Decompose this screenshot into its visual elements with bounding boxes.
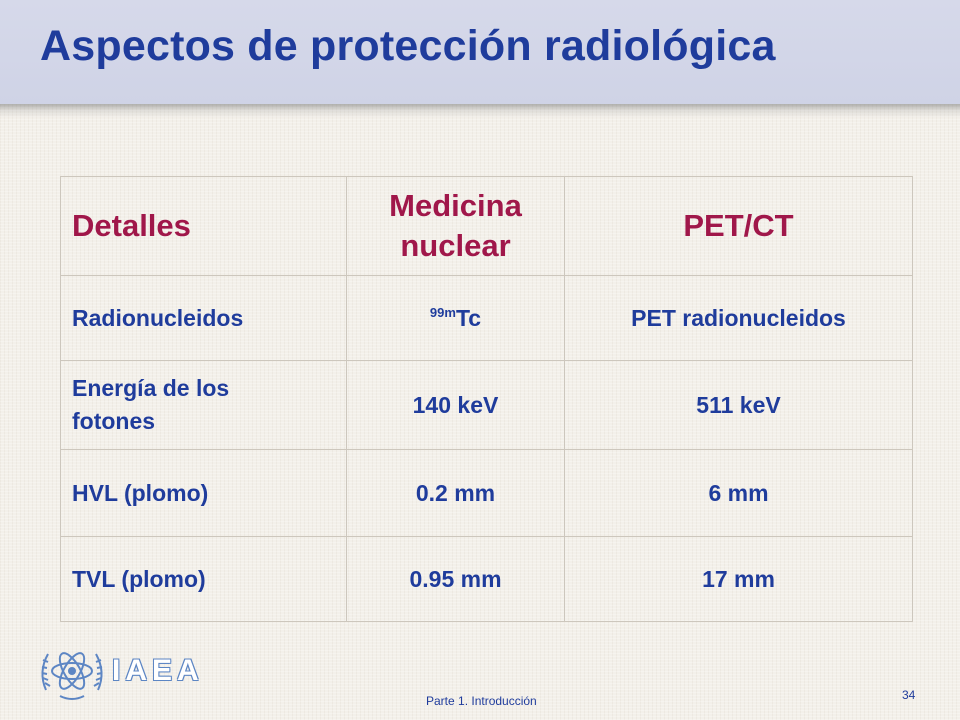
cell-medicina-nuclear [347,276,565,361]
isotope-mass-number: 99m [429,304,456,320]
iaea-emblem-icon [36,640,108,704]
table-row [61,450,913,537]
slide-title: Aspectos de protección radiológica [40,22,776,70]
table-row [61,537,913,622]
comparison-table [60,176,913,622]
cell-pet-ct: 17 mm [565,537,913,622]
cell-pet-ct: PET radionucleidos [565,276,913,361]
table-header-row [61,177,913,276]
footer-section-label: Parte 1. Introducción [426,694,537,708]
cell-pet-ct: 6 mm [565,450,913,537]
header-medicina-line2: nuclear [400,228,511,263]
header-medicina-nuclear [347,177,565,276]
row-label [61,361,347,450]
table-row [61,276,913,361]
row-label-line1: Energía de los [72,375,230,401]
cell-medicina-nuclear: 0.95 mm [347,537,565,622]
cell-pet-ct: 511 keV [565,361,913,450]
row-label: HVL (plomo) [61,450,347,537]
isotope-symbol: Tc [455,304,482,331]
page-number: 34 [902,688,916,702]
row-label: Radionucleidos [61,276,347,361]
cell-medicina-nuclear: 140 keV [347,361,565,450]
header-pet-ct: PET/CT [565,177,913,276]
table-row [61,361,913,450]
header-medicina-line1: Medicina [389,188,522,223]
row-label-line2: fotones [72,408,156,434]
header-detalles: Detalles [61,177,347,276]
header-shadow [0,104,960,118]
cell-medicina-nuclear: 0.2 mm [347,450,565,537]
row-label: TVL (plomo) [61,537,347,622]
iaea-logo-text: IAEA [112,654,204,687]
